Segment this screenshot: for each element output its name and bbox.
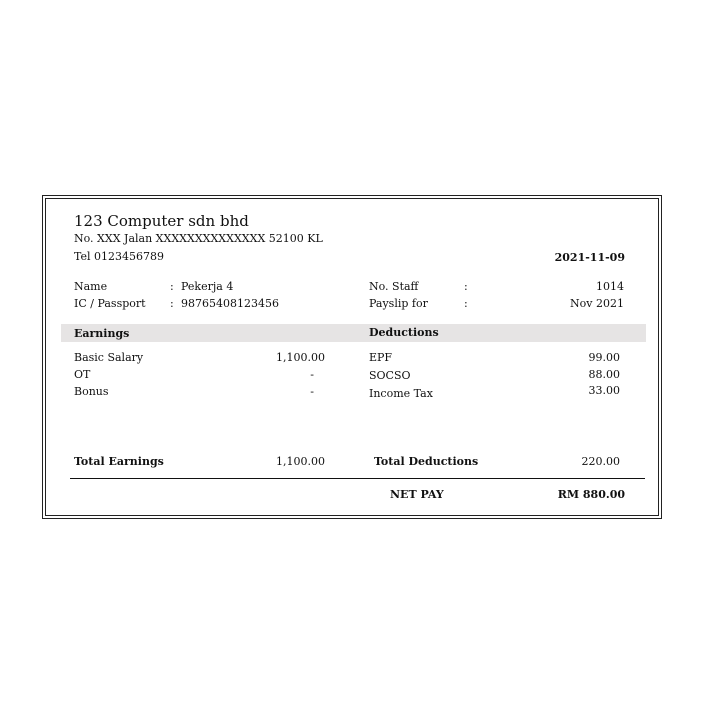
earning-amount: - bbox=[310, 385, 314, 398]
company-tel: Tel 0123456789 bbox=[74, 250, 164, 263]
name-label: Name bbox=[74, 280, 108, 293]
staff-label: No. Staff bbox=[369, 280, 419, 293]
staff-colon: : bbox=[464, 280, 468, 293]
name-colon: : bbox=[170, 280, 174, 293]
name-value: Pekerja 4 bbox=[181, 280, 234, 293]
deduction-amount: 33.00 bbox=[588, 384, 620, 397]
deductions-header: Deductions bbox=[369, 326, 439, 339]
ic-colon: : bbox=[170, 297, 174, 310]
deduction-label: EPF bbox=[369, 351, 393, 364]
total-earnings-amount: 1,100.00 bbox=[276, 455, 325, 468]
total-deductions-amount: 220.00 bbox=[581, 455, 620, 468]
payslip-for-label: Payslip for bbox=[369, 297, 428, 310]
deduction-amount: 88.00 bbox=[588, 368, 620, 381]
company-name: 123 Computer sdn bhd bbox=[74, 212, 249, 230]
deduction-label: SOCSO bbox=[369, 369, 411, 382]
total-earnings-label: Total Earnings bbox=[74, 455, 164, 468]
earning-amount: - bbox=[310, 368, 314, 381]
payslip-for-value: Nov 2021 bbox=[570, 297, 624, 310]
earning-amount: 1,100.00 bbox=[276, 351, 325, 364]
earnings-header: Earnings bbox=[74, 327, 130, 340]
ic-value: 98765408123456 bbox=[181, 297, 279, 310]
payslip-for-colon: : bbox=[464, 297, 468, 310]
earning-label: Basic Salary bbox=[74, 351, 144, 364]
net-pay-label: NET PAY bbox=[390, 488, 444, 501]
ic-label: IC / Passport bbox=[74, 297, 146, 310]
earning-label: Bonus bbox=[74, 385, 109, 398]
total-deductions-label: Total Deductions bbox=[374, 455, 479, 468]
totals-divider bbox=[70, 478, 645, 479]
deduction-label: Income Tax bbox=[369, 387, 433, 400]
section-header-band bbox=[61, 324, 646, 342]
deduction-amount: 99.00 bbox=[588, 351, 620, 364]
net-pay-amount: RM 880.00 bbox=[557, 488, 625, 501]
payslip-date: 2021-11-09 bbox=[554, 251, 625, 264]
company-address: No. XXX Jalan XXXXXXXXXXXXXX 52100 KL bbox=[74, 232, 323, 245]
staff-value: 1014 bbox=[596, 280, 624, 293]
earning-label: OT bbox=[74, 368, 91, 381]
